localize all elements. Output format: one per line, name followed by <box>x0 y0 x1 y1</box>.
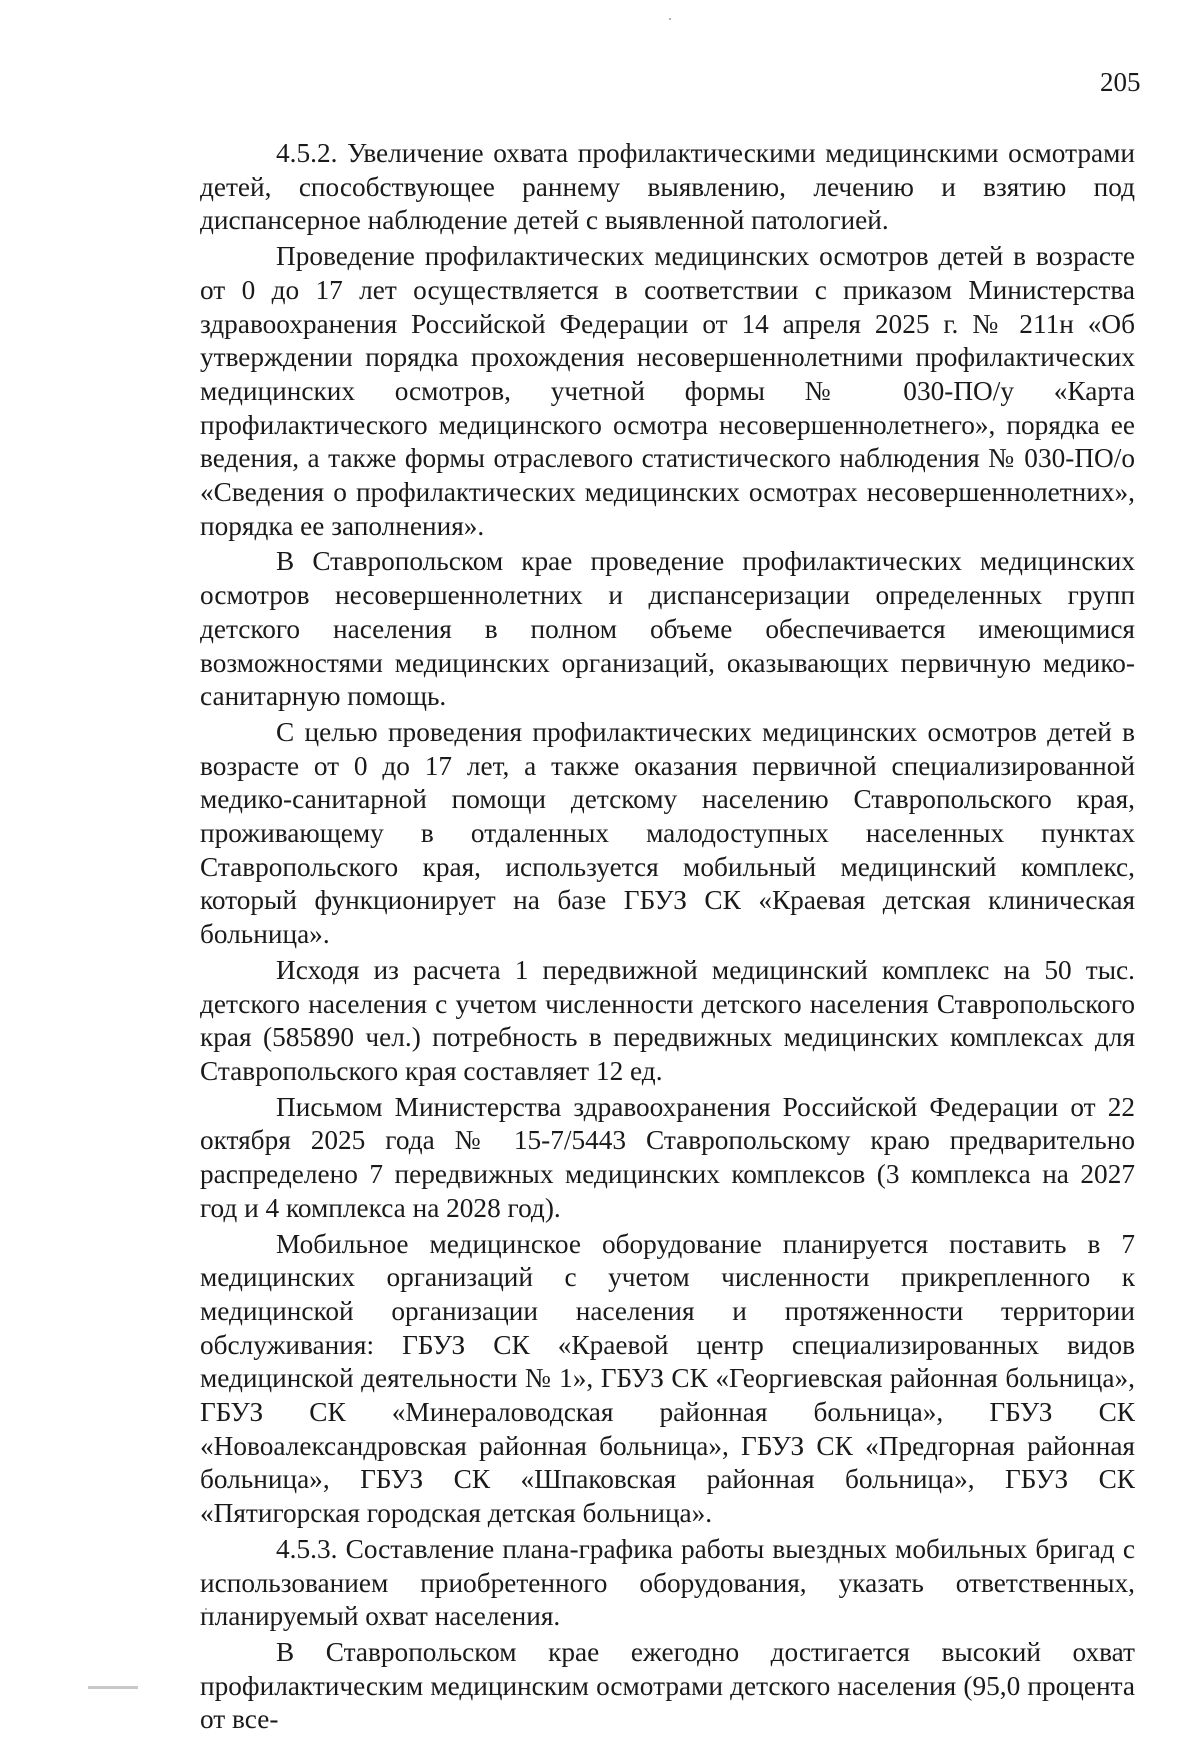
paragraph-mobile-complex: С целью проведения профилактических медицинских осмотров детей в возрасте от 0 до 17 лет, а также оказания первичной специализированной медико-санитарной помощи детскому населению Ставропольского края, проживающему в отдаленных малодоступных населенных пунктах Ставропольского края, используется мобильный медицинский комплекс, который функционирует на базе ГБУЗ СК «Краевая детская клиническая больница». <box>200 716 1135 950</box>
paragraph-stavropol-capacity: В Ставропольском крае проведение профилактических медицинских осмотров несовершеннолетних и диспансеризации определенных групп детского населения в полном объеме обеспечивается имеющимися возможностями медицинских организаций, оказывающих первичную медико-санитарную помощь. <box>200 546 1135 712</box>
paragraph-coverage: В Ставропольском крае ежегодно достигается высокий охват профилактическим медицинским осмотрами детского населения (95,0 процента от все- <box>200 1636 1135 1735</box>
paragraph-ministry-letter: Письмом Министерства здравоохранения Российской Федерации от 22 октября 2025 года № 15-7/5443 Ставропольскому краю предварительно распределено 7 передвижных медицинских комплексов (3 комплекса на 2027 год и 4 комплекса на 2028 год). <box>200 1091 1135 1223</box>
paragraph-calculation: Исходя из расчета 1 передвижной медицинский комплекс на 50 тыс. детского населения с учетом численности детского населения Ставропольского края (585890 чел.) потребность в передвижных медицинских комплексах для Ставропольского края составляет 12 ед. <box>200 954 1135 1086</box>
paragraph-equipment-distribution: Мобильное медицинское оборудование планируется поставить в 7 медицинских организаций с учетом численности прикрепленного к медицинской организации населения и протяженности территории обслуживания: ГБУЗ СК «Краевой центр специализированных видов медицинской деятельности № 1», ГБУЗ СК «Георгиевская районная больница», ГБУЗ СК «Минераловодская районная больница», ГБУЗ СК «Новоалександровская районная больница», ГБУЗ СК «Предгорная районная больница», ГБУЗ СК «Шпаковская районная больница», ГБУЗ СК «Пятигорская городская детская больница». <box>200 1228 1135 1529</box>
page-number: 205 <box>1100 67 1141 97</box>
scan-speck-top <box>669 18 671 20</box>
paragraph-4-5-2-heading: 4.5.2. Увеличение охвата профилактическими медицинскими осмотрами детей, способствующее раннему выявлению, лечению и взятию под диспансерное наблюдение детей с выявленной патологией. <box>200 138 1135 236</box>
paragraph-4-5-3-heading: 4.5.3. Составление плана-графика работы выездных мобильных бригад с использованием приобретенного оборудования, указать ответственных, планируемый охват населения. <box>200 1533 1135 1632</box>
paragraph-order-reference: Проведение профилактических медицинских осмотров детей в возрасте от 0 до 17 лет осуществляется в соответствии с приказом Министерства здравоохранения Российской Федерации от 14 апреля 2025 г. № 211н «Об утверждении порядка прохождения несовершеннолетними профилактических медицинских осмотров, учетной формы № 030-ПО/у «Карта профилактического медицинского осмотра несовершеннолетнего», порядка ее ведения, а также формы отраслевого статистического наблюдения № 030-ПО/о «Сведения о профилактических медицинских осмотрах несовершеннолетних», порядка ее заполнения». <box>200 241 1135 541</box>
scan-edge-mark <box>88 1686 138 1689</box>
document-body <box>200 137 1135 1739</box>
